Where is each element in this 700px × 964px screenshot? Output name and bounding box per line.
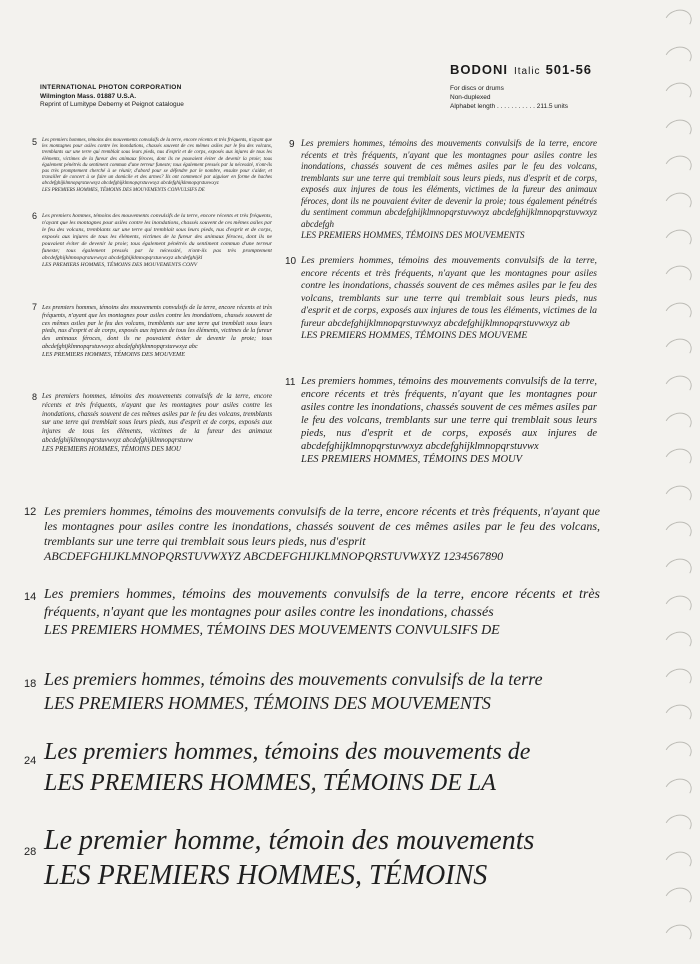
size-label: 28 bbox=[24, 846, 37, 858]
binder-holes bbox=[642, 0, 700, 964]
size-label: 8 bbox=[32, 392, 38, 402]
specimen-11 bbox=[285, 375, 597, 466]
binder-hole bbox=[661, 445, 695, 475]
specimen-text: Les premiers hommes, témoins des mouvements de bbox=[44, 739, 531, 765]
specimen-5 bbox=[32, 137, 272, 194]
binder-hole bbox=[661, 884, 695, 914]
binder-hole bbox=[661, 738, 695, 768]
size-label: 24 bbox=[24, 755, 37, 767]
binder-hole bbox=[661, 518, 695, 548]
binder-hole bbox=[661, 591, 695, 621]
specimen-8 bbox=[32, 392, 272, 455]
size-label: 5 bbox=[32, 137, 38, 147]
binder-hole bbox=[661, 665, 695, 695]
specimen-7 bbox=[32, 302, 272, 359]
size-label: 18 bbox=[24, 678, 37, 690]
specimen-caps: LES PREMIERS HOMMES, TÉMOINS DES MOUVEMENTS CONV bbox=[42, 262, 198, 268]
specimen-caps: LES PREMIERS HOMMES, TÉMOINS DES MOUVEME bbox=[42, 350, 185, 358]
binder-hole bbox=[661, 262, 695, 292]
binder-hole bbox=[661, 555, 695, 585]
font-info bbox=[450, 62, 660, 111]
specimen-caps: LES PREMIERS HOMMES, TÉMOINS DES MOUVEMENTS bbox=[301, 230, 525, 240]
specimen-10 bbox=[285, 255, 597, 343]
binder-hole bbox=[661, 701, 695, 731]
specimen-text: Les premiers hommes, témoins des mouvements convulsifs de la terre, encore récents et très fréquents, n'ayant que les montagnes pour asiles contre les inondations, chassés souvent de ces mêmes asiles par le feu des volcans, tremblants sur une terre qui tremblait sous leurs pieds, nus d'esprit et de corps, exposés aux injures de tous les éléments, victimes de la fureur des animaux féroces, dont ils ne pouvaient éviter de devenir la proie; tous abcdefghijklmnopqrstuvwxyz abcdefghijklmnopqrstuvwxyz abc bbox=[42, 304, 272, 350]
note-line: For discs or drums bbox=[450, 85, 504, 92]
size-label: 12 bbox=[24, 506, 37, 518]
font-notes bbox=[450, 84, 660, 111]
font-style: Italic bbox=[514, 66, 541, 77]
specimen-18 bbox=[24, 667, 600, 715]
publisher-info bbox=[40, 84, 184, 110]
specimen-caps: LES PREMIERS HOMMES, TÉMOINS DES MOUVEMENTS bbox=[44, 693, 491, 713]
binder-hole bbox=[661, 42, 695, 72]
binder-hole bbox=[661, 79, 695, 109]
specimen-text: Les premiers hommes, témoins des mouvements convulsifs de la terre, encore récents et très fréquents, n'ayant que les montagnes pour asiles contre les inondations, chassés souvent de ces mêmes asiles par le feu des volcans, tremblants sur une terre qui tremblait sous leurs pieds, nus d'esprit et de corps, exposés aux injures de tous les éléments, victimes de la fureur des animaux féroces, dont ils ne pouvaient éviter de devenir la proie; tous également pénétrés du sentiment commun d'une terreur funeste; tous également pressés par la nécessité, n'ont-ils pas très promptement cherché à se réunir, d'abord pour se défendre par le nombre, ensuite pour s'aider, et travailler de concert à se faire un domicile et des armes? Ils ont commencé par aiguiser en forme de haches abcdefghijklmnopqrstuvwxyz abcdefghijklmnopqrstuvwxyz abcdefghijklmnopqrstuvwxyz bbox=[42, 138, 272, 187]
specimen-caps: LES PREMIERS HOMMES, TÉMOINS DES MOUV bbox=[301, 454, 523, 465]
size-label: 6 bbox=[32, 211, 38, 221]
specimen-text: Les premiers hommes, témoins des mouvements convulsifs de la terre bbox=[44, 669, 543, 689]
size-label: 11 bbox=[285, 377, 296, 388]
binder-hole bbox=[661, 372, 695, 402]
specimen-text: Les premiers hommes, témoins des mouvements convulsifs de la terre, encore récents et très fréquents, n'ayant que les montagnes pour asiles contre les inondations, chassés bbox=[44, 587, 600, 620]
reprint-note: Reprint of Lumitype Deberny et Peignot catalogue bbox=[40, 101, 184, 108]
specimen-9 bbox=[289, 138, 597, 242]
font-title bbox=[450, 62, 660, 77]
specimen-caps: LES PREMIERS HOMMES, TÉMOINS DE LA bbox=[44, 770, 496, 796]
specimen-text: Les premiers hommes, témoins des mouvements convulsifs de la terre, encore récents et très fréquents, n'ayant que les montagnes pour asiles contre les inondations, chassés souvent de ces mêmes asiles par le feu des volcans, tremblants sur une terre qui tremblait sous leurs pieds, nus d'esprit et de corps, exposés aux injures de tous les éléments, victimes de la fureur abcdefghijklmnopqrstuvwxyz abcdefghijklmnopqrstuvwxyz ab bbox=[301, 255, 597, 329]
size-label: 7 bbox=[32, 302, 38, 312]
specimen-text: Les premiers hommes, témoins des mouvements convulsifs de la terre, encore récents et très fréquents, n'ayant que les montagnes pour asiles contre les inondations, chassés souvent de ces mêmes asiles par le feu des volcans, tremblants sur une terre qui tremblait sous leurs pieds, nus d'esprit et de corps, exposés aux injures de abcdefghijklmnopqrstuvwxyz abcdefghijklmnopqrstuvwx bbox=[301, 376, 597, 452]
binder-hole bbox=[661, 848, 695, 878]
binder-hole bbox=[661, 811, 695, 841]
size-label: 10 bbox=[285, 256, 297, 267]
specimen-text: Les premiers hommes, témoins des mouvements convulsifs de la terre, encore récents et très fréquents, n'ayant que les montagnes pour asiles contre les inondations, chassés souvent de ces mêmes asiles par le feu des volcans, tremblants sur une terre qui tremblait sous leurs pieds, nus d'esprit et de corps, exposés aux injures de tous les éléments, victimes de la fureur des animaux abcdefghijklmnopqrstuvwxyz abcdefghijklmnopqrstuvw bbox=[42, 393, 272, 444]
size-label: 9 bbox=[289, 139, 295, 150]
specimen-text: Le premier homme, témoin des mouvements bbox=[44, 825, 535, 856]
size-label: 14 bbox=[24, 591, 37, 603]
binder-hole bbox=[661, 6, 695, 36]
corporation-name: INTERNATIONAL PHOTON CORPORATION bbox=[40, 84, 182, 91]
corporation-location: Wilmington Mass. 01887 U.S.A. bbox=[40, 92, 137, 100]
specimen-text: Les premiers hommes, témoins des mouvements convulsifs de la terre, encore récents et très fréquents, n'ayant que les montagnes pour asiles contre les inondations, chassés souvent de ces mêmes asiles par le feu des volcans, tremblants sur une terre qui tremblait sous leurs pieds, nus d'esprit et de corps, exposés aux injures de tous les éléments, victimes de la fureur des animaux féroces, dont ils ne pouvaient éviter de devenir la proie; tous également pénétrés du sentiment commun abcdefghijklmnopqrstuvwxyz abcdefghijklmnopqrstuvwxyz abcdefgh bbox=[301, 138, 597, 229]
specimen-text: Les premiers hommes, témoins des mouvements convulsifs de la terre, encore récents et très fréquents, n'ayant que les montagnes pour asiles contre les inondations, chassés souvent de ces mêmes asiles par le feu des volcans, tremblants sur une terre qui tremblait sous leurs pieds, nus d'esprit et de corps, exposés aux injures de tous les éléments, victimes de la fureur des animaux féroces, dont ils ne pouvaient éviter de devenir la proie; tous également pénétrés du sentiment commun d'une terreur funeste; tous également pressés par la nécessité, n'ont-ils pas très promptement abcdefghijklmnopqrstuvwxyz abcdefghijklmnopqrstuvwxyz abcdefghijkl bbox=[42, 213, 272, 261]
specimen-28 bbox=[24, 823, 600, 893]
note-line: Non-duplexed bbox=[450, 94, 491, 101]
font-name: BODONI bbox=[450, 62, 508, 77]
binder-hole bbox=[661, 482, 695, 512]
binder-hole bbox=[661, 774, 695, 804]
binder-hole bbox=[661, 921, 695, 951]
specimen-14 bbox=[24, 586, 600, 640]
note-line: Alphabet length . . . . . . . . . . . 211.5 units bbox=[450, 103, 569, 110]
specimen-caps: LES PREMIERS HOMMES, TÉMOINS bbox=[44, 860, 488, 891]
specimen-24 bbox=[24, 737, 600, 799]
specimen-12 bbox=[24, 504, 600, 564]
binder-hole bbox=[661, 408, 695, 438]
binder-hole bbox=[661, 189, 695, 219]
binder-hole bbox=[661, 628, 695, 658]
binder-hole bbox=[661, 335, 695, 365]
specimen-caps: LES PREMIERS HOMMES, TÉMOINS DES MOU bbox=[42, 445, 181, 453]
binder-hole bbox=[661, 152, 695, 182]
specimen-caps: LES PREMIERS HOMMES, TÉMOINS DES MOUVEME bbox=[301, 330, 528, 341]
binder-hole bbox=[661, 299, 695, 329]
specimen-caps: LES PREMIERS HOMMES, TÉMOINS DES MOUVEMENTS CONVULSIFS DE bbox=[42, 187, 205, 193]
specimen-text: Les premiers hommes, témoins des mouvements convulsifs de la terre, encore récents et très fréquents, n'ayant que les montagnes pour asiles contre les inondations, chassés souvent de ces mêmes asiles par le feu des volcans, tremblants sur une terre qui tremblait sous leurs pieds, nus d'esprit bbox=[44, 504, 600, 548]
specimen-6 bbox=[32, 211, 272, 269]
specimen-caps: ABCDEFGHIJKLMNOPQRSTUVWXYZ ABCDEFGHIJKLMNOPQRSTUVWXYZ 1234567890 bbox=[44, 549, 504, 563]
specimen-caps: LES PREMIERS HOMMES, TÉMOINS DES MOUVEMENTS CONVULSIFS DE bbox=[44, 623, 500, 638]
font-code: 501-56 bbox=[545, 62, 593, 77]
binder-hole bbox=[661, 225, 695, 255]
binder-hole bbox=[661, 116, 695, 146]
